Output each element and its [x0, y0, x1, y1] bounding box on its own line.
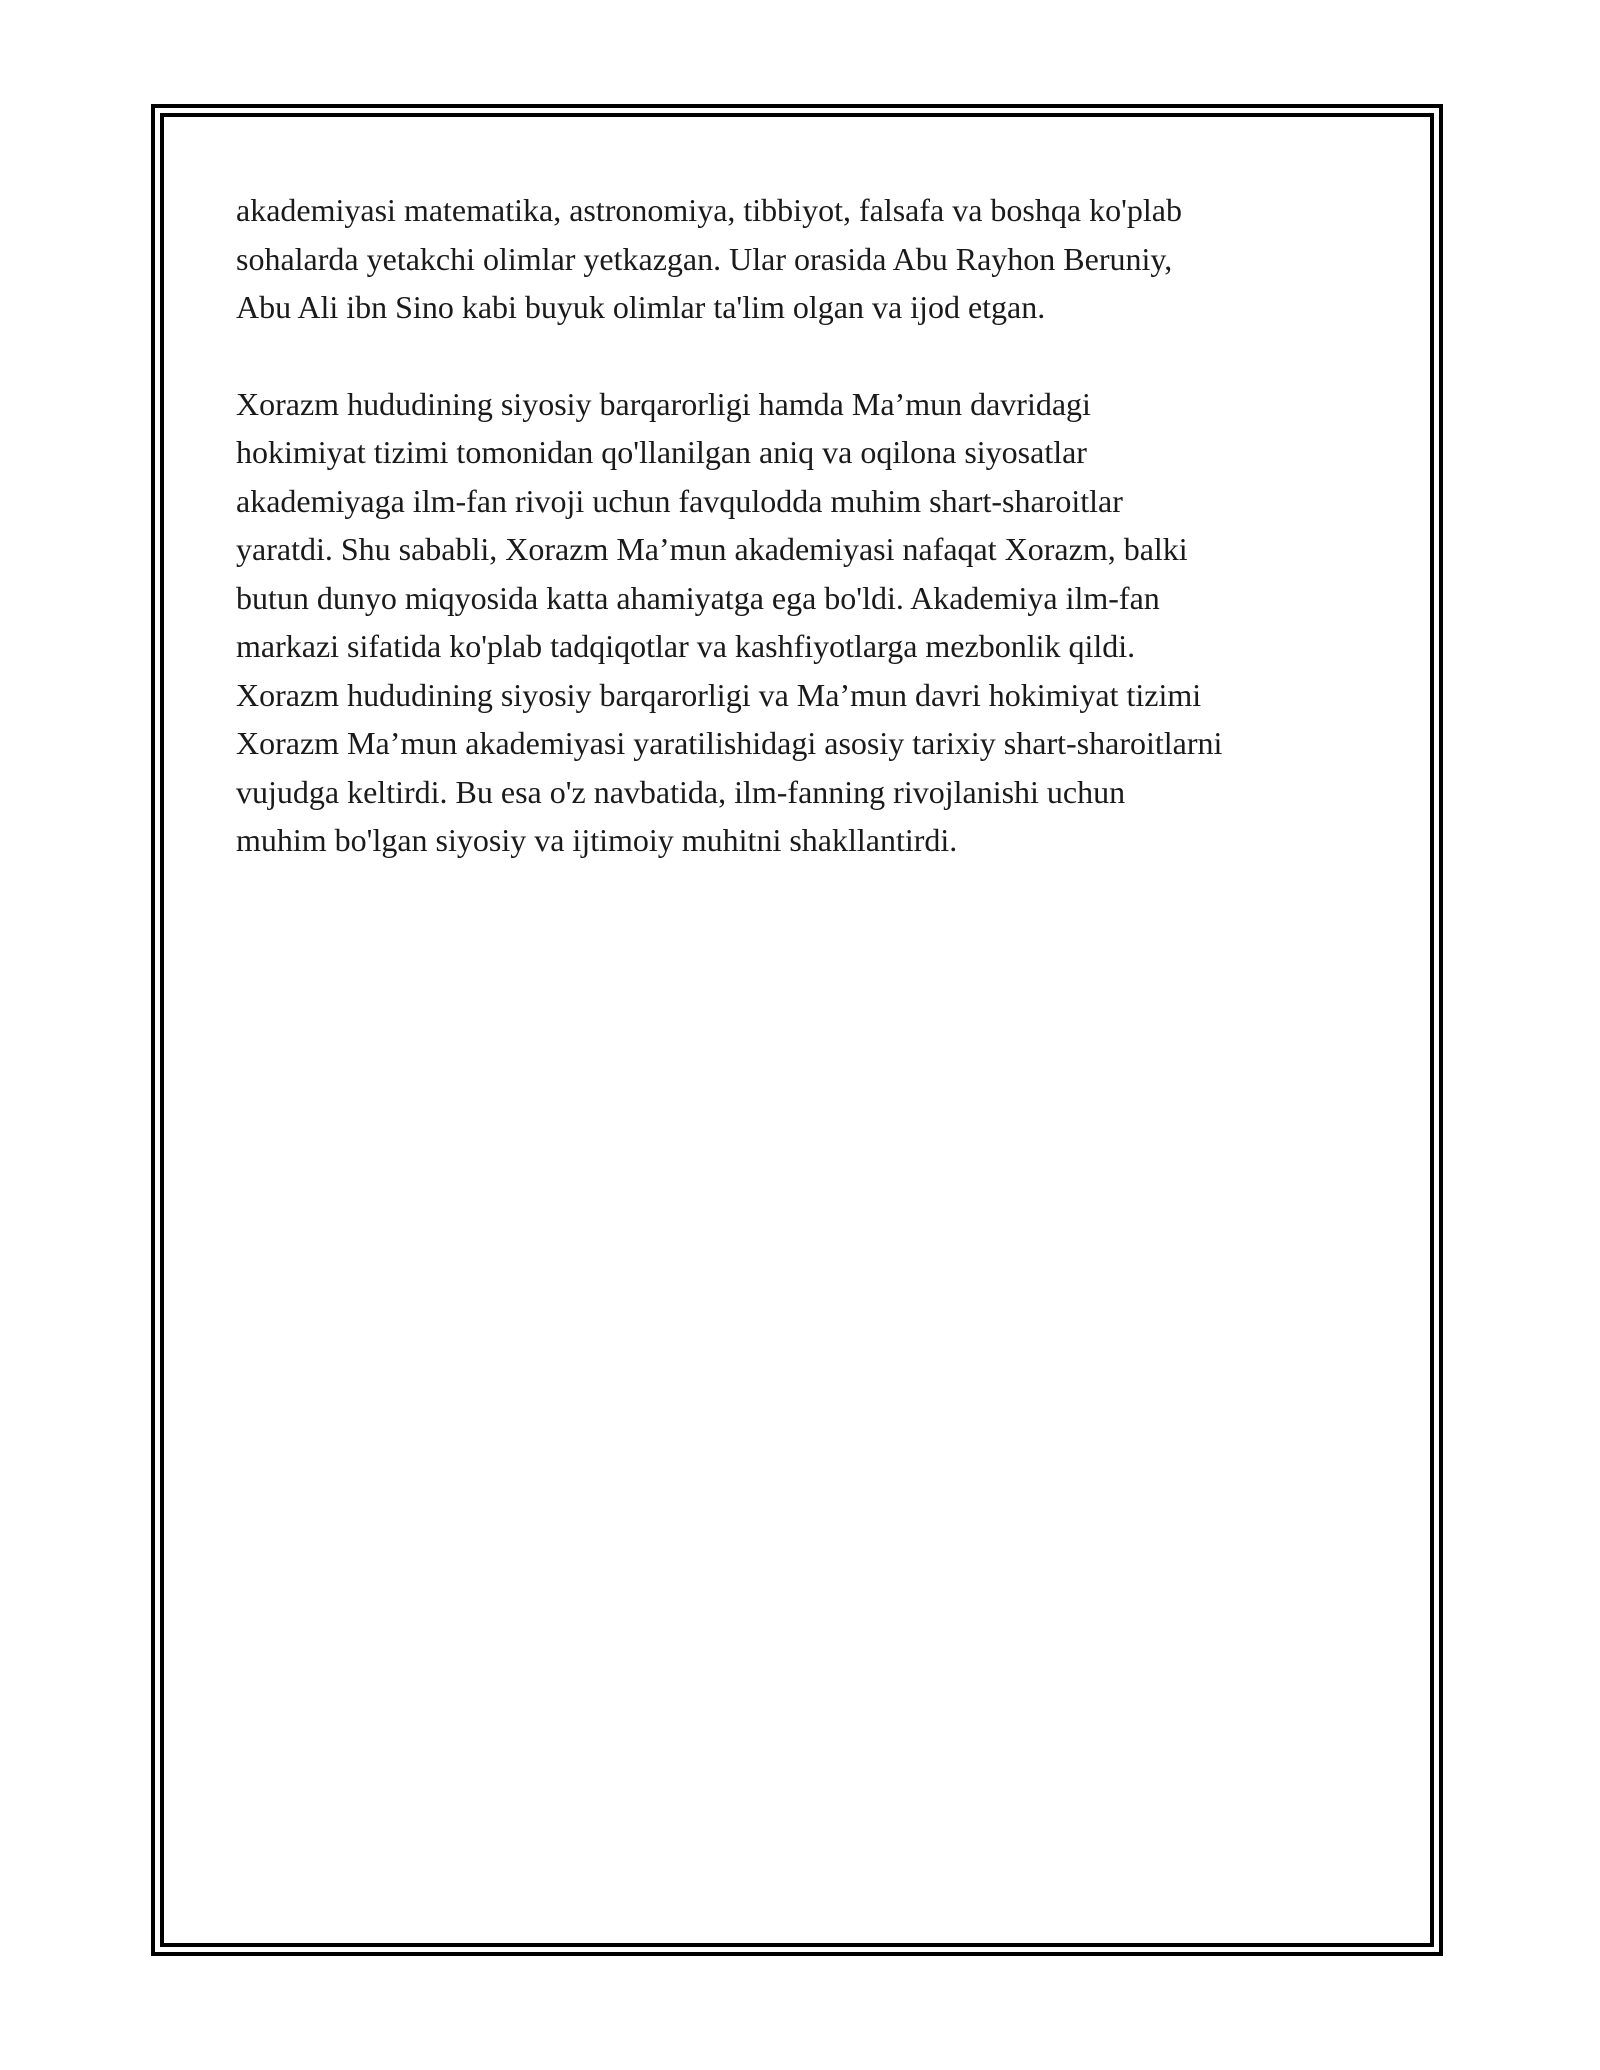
text-line: akademiyaga ilm-fan rivoji uchun favqulodda muhim shart-sharoitlar — [236, 482, 1123, 519]
text-line: akademiyasi matematika, astronomiya, tibbiyot, falsafa va boshqa ko'plab — [236, 192, 1182, 228]
text-line: yaratdi. Shu sababli, Xorazm Ma’mun akademiyasi nafaqat Xorazm, balki — [236, 531, 1188, 567]
text-line: Abu Ali ibn Sino kabi buyuk olimlar ta'lim olgan va ijod etgan. — [236, 289, 1046, 325]
text-line: hokimiyat tizimi tomonidan qo'llanilgan aniq va oqilona siyosatlar — [236, 434, 1087, 470]
text-line: Xorazm hududining siyosiy barqarorligi va Ma’mun davri hokimiyat tizimi — [236, 676, 1202, 713]
text-line: Xorazm hududining siyosiy barqarorligi hamda Ma’mun davridagi — [236, 385, 1091, 422]
text-line: sohalarda yetakchi olimlar yetkazgan. Ular orasida Abu Rayhon Beruniy, — [236, 240, 1173, 277]
document-body — [236, 186, 1376, 865]
text-line: butun dunyo miqyosida katta ahamiyatga ega bo'ldi. Akademiya ilm-fan — [236, 579, 1160, 616]
text-line: Xorazm Ma’mun akademiyasi yaratilishidagi asosiy tarixiy shart-sharoitlarni — [236, 725, 1223, 761]
text-line: vujudga keltirdi. Bu esa o'z navbatida, ilm-fanning rivojlanishi uchun — [236, 773, 1126, 810]
paragraph-1 — [236, 186, 1376, 332]
text-line: muhim bo'lgan siyosiy va ijtimoiy muhitni shakllantirdi. — [236, 822, 958, 858]
paragraph-2 — [236, 380, 1376, 865]
text-line: markazi sifatida ko'plab tadqiqotlar va kashfiyotlarga mezbonlik qildi. — [236, 628, 1136, 664]
